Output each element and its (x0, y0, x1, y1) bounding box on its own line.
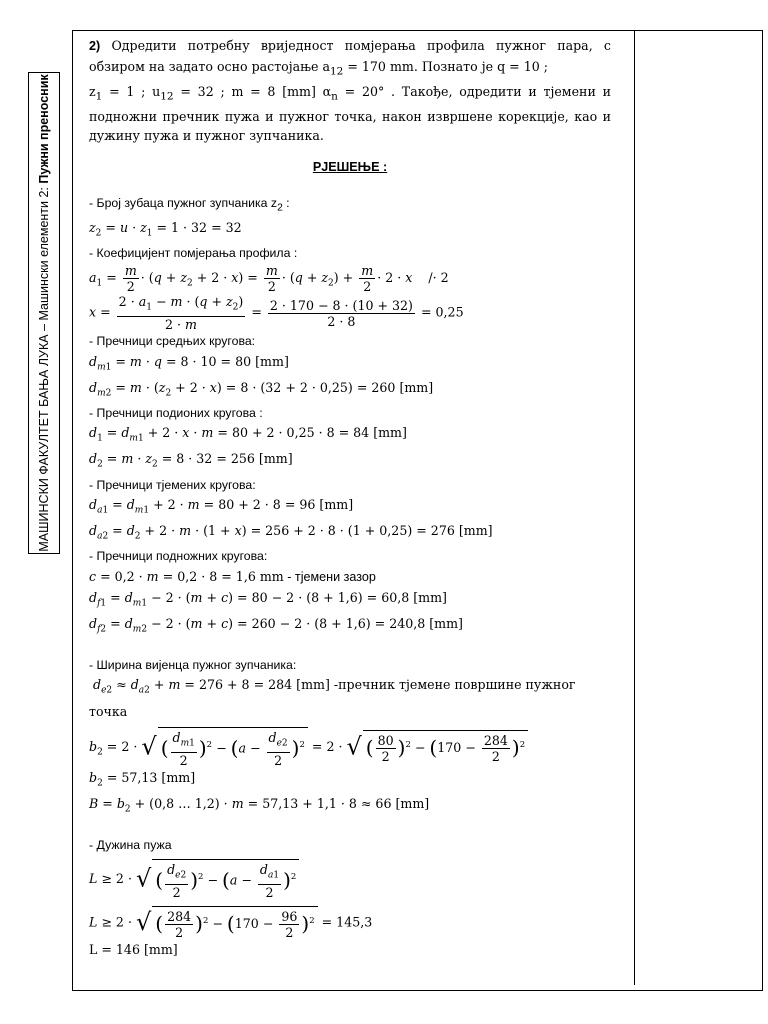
eq-d2: $d_2 = m \cdot z_2 = 8 \cdot 32 = 256$ [mm] (89, 451, 293, 470)
document-body (89, 36, 611, 960)
eq-L-numeric: L ≥ 2 · √ ( $\frac{284}{2}$ )$^2$ − (170 − $\frac{96}{2}$ )$^2$ = 145,3 (89, 906, 611, 940)
eq-B: $B = b_2 + (0,8$ … 1,2) · m = 57,13 + 1,1 · 8 ≈ 66 [mm] (89, 795, 430, 815)
label-length: - Дужина пужа (89, 837, 172, 852)
task-statement: 2) Одредити потребну вриједност помјерања профила пужног пара, с обзиром на задато осно растојање $a_{12} = 170$ mm. Познато је q = 10 ; $z_1 = 1$ ; $u_{12} = 32$ ; m = 8 [mm] $\alpha_n = 20^\circ$ . Такође, одредити и тјемени и подножни пречник пужа и пужног точка, након извршене корекције, као и дужину пужа и пужног зупчаника. (89, 38, 611, 144)
label-mean: - Пречници средњих кругова: (89, 333, 256, 348)
eq-L-formula: L ≥ 2 · √ ( $\frac{d_{e2}}{2}$ )$^2$ − (a − $\frac{d_{a1}}{2}$ )$^2$ (89, 859, 611, 900)
eq-x: x = $\frac{2 \cdot a_1 - m \cdot (q + z_2)}{2 \cdot m}$ = $\frac{2 \cdot 170 - 8 \cdot (10 + 32)}{2 \cdot 8}$ = 0,25 (89, 294, 464, 332)
eq-df2: $d_{f2} = d_{m2} - 2 \cdot (m + c) = 260 - 2 \cdot (8 + 1,6) = 240,8$ [mm] (89, 615, 463, 635)
eq-dm2: $d_{m2} = m \cdot (z_2 + 2 \cdot x) = 8 \cdot (32 + 2 \cdot 0,25) = 260$ [mm] (89, 379, 434, 399)
eq-L-final: L = 146 [mm] (89, 941, 178, 957)
margin-divider (634, 30, 635, 985)
label-width: - Ширина вијенца пужног зупчаника: (89, 657, 297, 672)
eq-b2-result: $b_2 = 57,13$ [mm] (89, 769, 196, 789)
eq-d1: $d_1 = d_{m1} + 2 \cdot x \cdot m = 80 + 2 \cdot 0,25 \cdot 8 = 84$ [mm] (89, 425, 407, 444)
label-pitch: - Пречници подионих кругова : (89, 405, 263, 420)
eq-c: c = 0,2 · m = 0,2 · 8 = 1,6 mm - тјемени зазор (89, 569, 376, 584)
side-label: МАШИНСКИ ФАКУЛТЕТ БАЊА ЛУКА – Машински елементи 2: Пужни преносник (37, 74, 51, 552)
eq-df1: $d_{f1} = d_{m1} - 2 \cdot (m + c) = 80 - 2 \cdot (8 + 1,6) = 60,8$ [mm] (89, 589, 447, 609)
eq-b2: $b_2 = 2$ · √ ( $\frac{d_{m1}}{2}$ )$^2$ − (a − $\frac{d_{e2}}{2}$ )$^2$ = 2 · √ ( $\frac{80}{2}$ )$^2$ − (170 − $\frac{284}{2}$ )$^2$ (89, 727, 611, 768)
eq-da2: $d_{a2} = d_2 + 2 \cdot m \cdot (1 + x) = 256 + 2 \cdot 8 \cdot (1 + 0,25) = 276$ [mm] (89, 523, 493, 542)
label-tip: - Пречници тјемених кругова: (89, 477, 256, 492)
label-z2: - Број зубаца пужног зупчаника $z_2$ : (89, 195, 290, 214)
label-shift: - Коефицијент помјерања профила : (89, 245, 298, 260)
eq-de2: $d_{e2} \approx d_{a2} + m = 276 + 8 = 284$ [mm] -пречник тјемене површине пужног точка (89, 677, 576, 719)
solution-heading: РЈЕШЕЊЕ : (312, 160, 388, 174)
label-root: - Пречници подножних кругова: (89, 549, 268, 564)
eq-a1: $a_1$ = $\frac{m}{2}$ · $(q + z_2 + 2 \cdot x)$ = $\frac{m}{2}$ · $(q + z_2)$ + $\frac{m}{2}$ · 2 · x /· 2 (89, 263, 449, 295)
eq-dm1: $d_{m1} = m \cdot q = 8 \cdot 10 = 80$ [mm] (89, 353, 289, 373)
eq-z2: $z_2 = u \cdot z_1 = 1 \cdot 32 = 32$ (89, 219, 242, 239)
eq-da1: $d_{a1} = d_{m1} + 2 \cdot m = 80 + 2 \cdot 8 = 96$ [mm] (89, 497, 354, 516)
